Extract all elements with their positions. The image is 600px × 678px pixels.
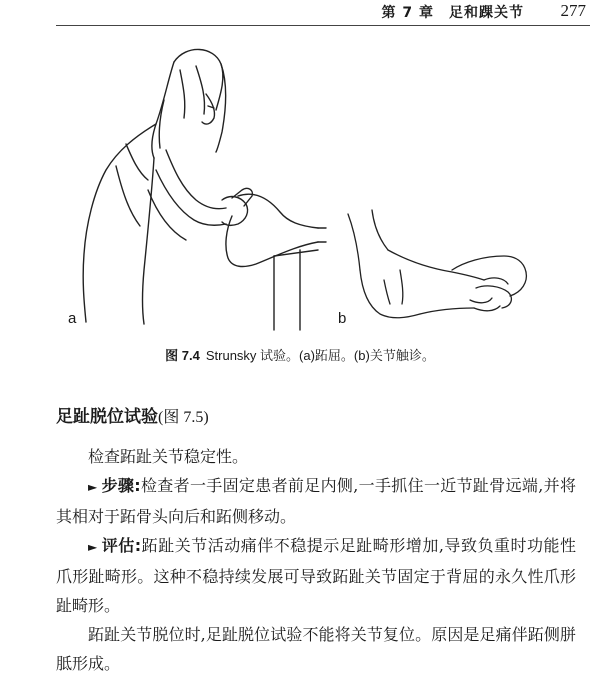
section-figure-ref: (图 7.5)	[158, 409, 209, 426]
triangle-bullet-icon: ►	[88, 480, 98, 494]
section-heading	[56, 402, 209, 427]
paragraph-assessment	[56, 531, 576, 620]
panel-label-a: a	[68, 310, 77, 327]
figure-7-4	[56, 40, 576, 340]
body-text	[56, 442, 576, 678]
procedure-text: 检查者一手固定患者前足内侧,一手抓住一近节趾骨远端,并将其相对于跖骨头向后和跖侧移动。	[56, 476, 576, 526]
paragraph-purpose: 检查跖趾关节稳定性。	[88, 447, 249, 466]
figure-caption	[0, 345, 600, 364]
caption-text: Strunsky 试验。(a)跖屈。(b)关节触诊。	[205, 348, 435, 363]
chapter-title: 第 7 章 足和踝关节	[381, 5, 524, 21]
paragraph-dislocation: 跖趾关节脱位时,足趾脱位试验不能将关节复位。原因是足痛伴跖侧胼胝形成。	[56, 625, 576, 673]
section-title-text: 足趾脱位试验	[56, 407, 158, 427]
triangle-bullet-icon: ►	[88, 540, 98, 554]
header-rule	[56, 25, 590, 26]
assessment-label: 评估:	[101, 536, 142, 555]
illustration-panel-a	[56, 40, 326, 330]
running-header	[0, 0, 600, 26]
panel-label-b: b	[338, 310, 347, 327]
paragraph-procedure	[56, 471, 576, 531]
assessment-text: 跖趾关节活动痛伴不稳提示足趾畸形增加,导致负重时功能性爪形趾畸形。这种不稳持续发展可导致跖趾关节固定于背屈的永久性爪形趾畸形。	[56, 536, 576, 615]
caption-number: 图 7.4	[165, 348, 200, 363]
illustration-panel-b	[344, 210, 534, 340]
page-number: 277	[560, 1, 586, 20]
procedure-label: 步骤:	[101, 476, 141, 495]
